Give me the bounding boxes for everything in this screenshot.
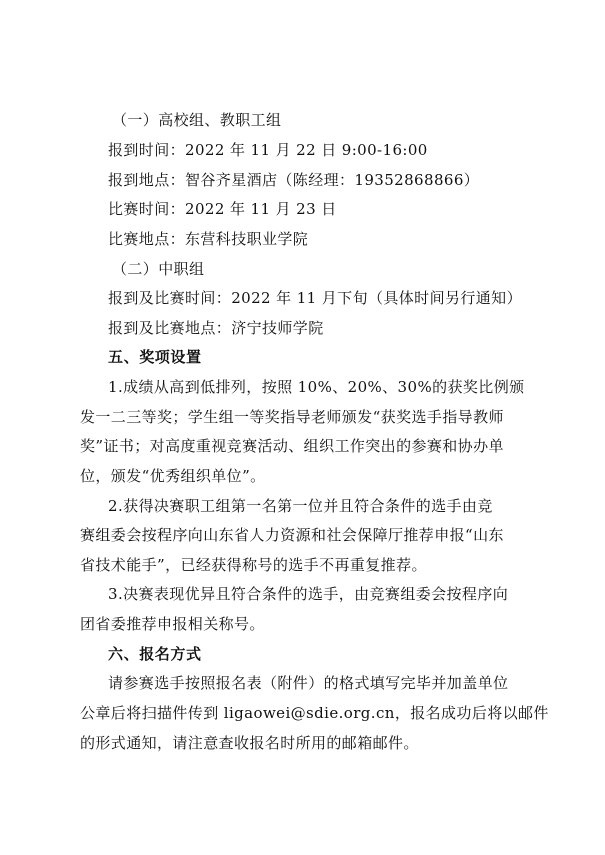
awards-paragraph-2-line-2: 赛组委会按程序向山东省人力资源和社会保障厅推荐申报“山东 — [80, 526, 504, 544]
group2-title: （二）中职组 — [112, 260, 205, 278]
awards-paragraph-3-line-2: 团省委推荐申报相关称号。 — [80, 615, 265, 633]
signup-line-3: 的形式通知，请注意查收报名时所用的邮箱邮件。 — [80, 734, 419, 752]
awards-paragraph-3-line-1: 3.决赛表现优异且符合条件的选手，由竞赛组委会按程序向 — [108, 585, 509, 603]
signup-heading: 六、报名方式 — [108, 645, 202, 663]
group2-time: 报到及比赛时间：2022 年 11 月下旬（具体时间另行通知） — [108, 289, 522, 307]
awards-paragraph-1-line-4: 位，颁发“优秀组织单位”。 — [80, 467, 266, 485]
awards-paragraph-1-line-2: 发一二三等奖；学生组一等奖指导老师颁发“获奖选手指导教师 — [80, 408, 504, 426]
group2-place: 报到及比赛地点：济宁技师学院 — [108, 319, 324, 337]
group1-checkin-time: 报到时间：2022 年 11 月 22 日 9:00-16:00 — [108, 141, 428, 159]
group1-match-place: 比赛地点：东营科技职业学院 — [108, 230, 309, 248]
awards-paragraph-1-line-3: 奖”证书；对高度重视竞赛活动、组织工作突出的参赛和协办单 — [80, 437, 504, 455]
awards-paragraph-1-line-1: 1.成绩从高到低排列，按照 10%、20%、30%的获奖比例颁 — [108, 378, 525, 396]
awards-heading: 五、奖项设置 — [108, 348, 202, 366]
awards-paragraph-2-line-3: 省技术能手”，已经获得称号的选手不再重复推荐。 — [80, 556, 427, 574]
signup-line-2: 公章后将扫描件传到 ligaowei@sdie.org.cn，报名成功后将以邮件 — [80, 704, 549, 722]
group1-checkin-place: 报到地点：智谷齐星酒店（陈经理：19352868866） — [108, 171, 480, 189]
group1-title: （一）高校组、教职工组 — [112, 111, 282, 129]
signup-line-1: 请参赛选手按照报名表（附件）的格式填写完毕并加盖单位 — [108, 674, 509, 692]
group1-match-time: 比赛时间：2022 年 11 月 23 日 — [108, 200, 337, 218]
awards-paragraph-2-line-1: 2.获得决赛职工组第一名第一位并且符合条件的选手由竞 — [108, 497, 493, 515]
